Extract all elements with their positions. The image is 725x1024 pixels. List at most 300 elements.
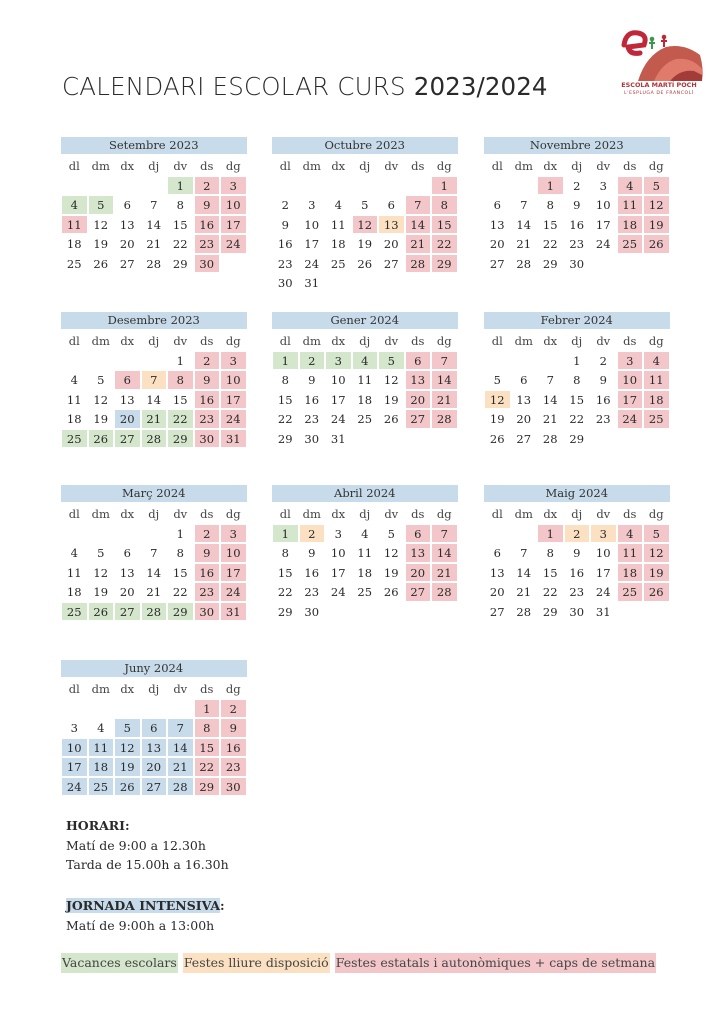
day-cell: 18: [643, 390, 670, 410]
day-cell: 26: [484, 429, 511, 449]
day-cell: 10: [220, 543, 247, 563]
day-cell: 19: [352, 234, 379, 254]
day-cell: 4: [352, 351, 379, 371]
weekday-label: dm: [511, 156, 538, 176]
day-cell: 4: [617, 524, 644, 544]
weekday-label: dj: [141, 331, 168, 351]
month-header: Octubre 2023: [272, 137, 458, 154]
month-setembre-2023: [61, 137, 247, 273]
horari-line-1: Matí de 9:00 a 12.30h: [66, 838, 206, 853]
day-cell: 11: [61, 563, 88, 583]
day-cell: 28: [511, 254, 538, 274]
month-grid: [61, 156, 247, 273]
weekday-label: dx: [114, 331, 141, 351]
day-cell: 8: [537, 195, 564, 215]
empty-cell: [61, 351, 88, 371]
day-cell: 22: [537, 234, 564, 254]
day-cell: 12: [643, 195, 670, 215]
day-cell: 25: [617, 582, 644, 602]
day-cell: 26: [352, 254, 379, 274]
day-cell: 24: [220, 234, 247, 254]
day-cell: 29: [194, 777, 221, 797]
day-cell: 28: [537, 429, 564, 449]
empty-cell: [61, 524, 88, 544]
month-header: Novembre 2023: [484, 137, 670, 154]
weekday-label: ds: [617, 504, 644, 524]
day-cell: 6: [484, 543, 511, 563]
day-cell: 18: [61, 582, 88, 602]
day-cell: 27: [114, 254, 141, 274]
empty-cell: [352, 176, 379, 196]
day-cell: 26: [114, 777, 141, 797]
weekday-label: dm: [88, 331, 115, 351]
day-cell: 1: [272, 351, 299, 371]
month-header: Abril 2024: [272, 485, 458, 502]
legend-vacances: Vacances escolars: [61, 953, 178, 973]
day-cell: 12: [114, 738, 141, 758]
day-cell: 28: [141, 254, 168, 274]
day-cell: 14: [511, 215, 538, 235]
legend-festes-estatals: Festes estatals i autonòmiques + caps de setmana: [335, 953, 656, 973]
legend: [61, 953, 656, 973]
day-cell: 27: [511, 429, 538, 449]
day-cell: 21: [167, 757, 194, 777]
day-cell: 17: [220, 563, 247, 583]
day-cell: 14: [537, 390, 564, 410]
day-cell: 25: [61, 602, 88, 622]
day-cell: 11: [88, 738, 115, 758]
day-cell: 16: [564, 563, 591, 583]
empty-cell: [511, 176, 538, 196]
day-cell: 13: [511, 390, 538, 410]
day-cell: 15: [167, 563, 194, 583]
weekday-label: ds: [194, 331, 221, 351]
day-cell: 16: [194, 390, 221, 410]
day-cell: 9: [564, 543, 591, 563]
day-cell: 5: [378, 351, 405, 371]
day-cell: 20: [114, 409, 141, 429]
weekday-label: ds: [405, 331, 432, 351]
day-cell: 2: [194, 176, 221, 196]
empty-cell: [299, 176, 326, 196]
day-cell: 11: [617, 543, 644, 563]
day-cell: 30: [299, 602, 326, 622]
day-cell: 19: [88, 234, 115, 254]
day-cell: 18: [325, 234, 352, 254]
weekday-label: dv: [378, 331, 405, 351]
day-cell: 9: [272, 215, 299, 235]
weekday-label: dm: [511, 331, 538, 351]
day-cell: 22: [167, 409, 194, 429]
day-cell: 24: [61, 777, 88, 797]
day-cell: 24: [299, 254, 326, 274]
day-cell: 7: [167, 718, 194, 738]
month-gener-2024: [272, 312, 458, 448]
day-cell: 21: [141, 409, 168, 429]
day-cell: 1: [167, 524, 194, 544]
day-cell: 17: [325, 563, 352, 583]
empty-cell: [114, 176, 141, 196]
weekday-label: ds: [405, 156, 432, 176]
weekday-label: dg: [431, 156, 458, 176]
day-cell: 18: [352, 563, 379, 583]
intensiva-heading: JORNADA INTENSIVA: [66, 898, 221, 913]
day-cell: 20: [378, 234, 405, 254]
day-cell: 4: [643, 351, 670, 371]
day-cell: 8: [564, 370, 591, 390]
day-cell: 18: [61, 234, 88, 254]
day-cell: 23: [272, 254, 299, 274]
weekday-label: dx: [114, 156, 141, 176]
weekday-label: dx: [537, 504, 564, 524]
day-cell: 23: [194, 409, 221, 429]
day-cell: 3: [325, 351, 352, 371]
weekday-label: dm: [88, 156, 115, 176]
empty-cell: [141, 351, 168, 371]
day-cell: 21: [537, 409, 564, 429]
month-header: Maig 2024: [484, 485, 670, 502]
day-cell: 8: [194, 718, 221, 738]
day-cell: 24: [325, 582, 352, 602]
day-cell: 10: [220, 370, 247, 390]
day-cell: 3: [325, 524, 352, 544]
day-cell: 8: [167, 370, 194, 390]
empty-cell: [537, 351, 564, 371]
weekday-label: dj: [141, 679, 168, 699]
day-cell: 1: [167, 351, 194, 371]
day-cell: 11: [352, 543, 379, 563]
day-cell: 18: [617, 215, 644, 235]
day-cell: 9: [194, 195, 221, 215]
day-cell: 8: [272, 370, 299, 390]
day-cell: 20: [484, 234, 511, 254]
weekday-label: dm: [299, 331, 326, 351]
day-cell: 2: [272, 195, 299, 215]
day-cell: 10: [220, 195, 247, 215]
weekday-label: dj: [352, 504, 379, 524]
day-cell: 25: [61, 254, 88, 274]
day-cell: 20: [405, 563, 432, 583]
month-header: Març 2024: [61, 485, 247, 502]
day-cell: 18: [88, 757, 115, 777]
day-cell: 8: [537, 543, 564, 563]
day-cell: 17: [220, 390, 247, 410]
weekday-label: dv: [590, 156, 617, 176]
day-cell: 23: [299, 409, 326, 429]
day-cell: 21: [141, 582, 168, 602]
day-cell: 24: [617, 409, 644, 429]
day-cell: 21: [431, 390, 458, 410]
weekday-label: dm: [88, 504, 115, 524]
day-cell: 13: [405, 543, 432, 563]
day-cell: 25: [325, 254, 352, 274]
day-cell: 6: [114, 195, 141, 215]
weekday-label: dx: [114, 679, 141, 699]
day-cell: 16: [194, 215, 221, 235]
empty-cell: [88, 176, 115, 196]
day-cell: 22: [564, 409, 591, 429]
day-cell: 2: [299, 524, 326, 544]
day-cell: 14: [141, 390, 168, 410]
day-cell: 2: [299, 351, 326, 371]
day-cell: 5: [643, 524, 670, 544]
month-desembre-2023: [61, 312, 247, 448]
day-cell: 23: [564, 582, 591, 602]
day-cell: 26: [643, 234, 670, 254]
school-name: ESCOLA MARTÍ POCH: [621, 81, 697, 89]
day-cell: 15: [272, 563, 299, 583]
day-cell: 18: [61, 409, 88, 429]
day-cell: 27: [114, 429, 141, 449]
day-cell: 20: [114, 582, 141, 602]
day-cell: 21: [405, 234, 432, 254]
day-cell: 27: [484, 602, 511, 622]
weekday-label: dx: [537, 331, 564, 351]
day-cell: 15: [537, 215, 564, 235]
day-cell: 6: [405, 351, 432, 371]
day-cell: 21: [511, 234, 538, 254]
month-grid: [484, 504, 670, 621]
day-cell: 15: [272, 390, 299, 410]
weekday-label: dv: [167, 679, 194, 699]
day-cell: 1: [272, 524, 299, 544]
day-cell: 4: [325, 195, 352, 215]
day-cell: 21: [511, 582, 538, 602]
month-header: Gener 2024: [272, 312, 458, 329]
day-cell: 6: [141, 718, 168, 738]
weekday-label: dl: [272, 504, 299, 524]
weekday-label: dv: [378, 504, 405, 524]
day-cell: 10: [299, 215, 326, 235]
day-cell: 23: [564, 234, 591, 254]
empty-cell: [511, 351, 538, 371]
day-cell: 5: [88, 370, 115, 390]
weekday-label: dg: [220, 504, 247, 524]
day-cell: 4: [352, 524, 379, 544]
day-cell: 3: [220, 351, 247, 371]
day-cell: 29: [272, 429, 299, 449]
weekday-label: dl: [61, 331, 88, 351]
day-cell: 24: [590, 234, 617, 254]
month-header: Febrer 2024: [484, 312, 670, 329]
intensiva-line-1: Matí de 9:00h a 13:00h: [66, 918, 215, 933]
page-title: CALENDARI ESCOLAR CURS 2023/2024: [62, 72, 548, 101]
day-cell: 1: [537, 524, 564, 544]
day-cell: 25: [88, 777, 115, 797]
day-cell: 15: [564, 390, 591, 410]
day-cell: 31: [220, 429, 247, 449]
weekday-label: dl: [272, 331, 299, 351]
day-cell: 30: [272, 273, 299, 293]
day-cell: 30: [564, 254, 591, 274]
day-cell: 6: [405, 524, 432, 544]
day-cell: 16: [564, 215, 591, 235]
month-grid: [272, 504, 458, 621]
weekday-label: dj: [564, 156, 591, 176]
day-cell: 22: [167, 582, 194, 602]
day-cell: 10: [590, 543, 617, 563]
day-cell: 12: [88, 563, 115, 583]
day-cell: 19: [88, 582, 115, 602]
month-grid: [61, 331, 247, 448]
day-cell: 16: [194, 563, 221, 583]
day-cell: 26: [88, 602, 115, 622]
empty-cell: [378, 176, 405, 196]
day-cell: 28: [141, 429, 168, 449]
day-cell: 9: [590, 370, 617, 390]
weekday-label: dj: [141, 504, 168, 524]
day-cell: 4: [61, 195, 88, 215]
day-cell: 7: [431, 351, 458, 371]
day-cell: 31: [299, 273, 326, 293]
weekday-label: dx: [114, 504, 141, 524]
day-cell: 29: [272, 602, 299, 622]
day-cell: 5: [484, 370, 511, 390]
day-cell: 23: [194, 234, 221, 254]
day-cell: 9: [194, 543, 221, 563]
month-grid: [272, 331, 458, 448]
day-cell: 20: [405, 390, 432, 410]
day-cell: 25: [61, 429, 88, 449]
day-cell: 9: [299, 543, 326, 563]
day-cell: 24: [220, 582, 247, 602]
day-cell: 24: [220, 409, 247, 429]
weekday-label: dg: [220, 156, 247, 176]
weekday-label: dx: [325, 504, 352, 524]
day-cell: 16: [590, 390, 617, 410]
day-cell: 17: [325, 390, 352, 410]
day-cell: 17: [590, 563, 617, 583]
day-cell: 20: [114, 234, 141, 254]
day-cell: 28: [141, 602, 168, 622]
month-maig-2024: [484, 485, 670, 621]
day-cell: 3: [590, 524, 617, 544]
weekday-label: dv: [167, 156, 194, 176]
day-cell: 26: [88, 429, 115, 449]
month-grid: [484, 156, 670, 273]
day-cell: 5: [88, 195, 115, 215]
month-juny-2024: [61, 660, 247, 796]
day-cell: 27: [114, 602, 141, 622]
day-cell: 11: [325, 215, 352, 235]
weekday-label: dm: [88, 679, 115, 699]
day-cell: 3: [61, 718, 88, 738]
day-cell: 29: [537, 254, 564, 274]
empty-cell: [141, 176, 168, 196]
month-grid: [272, 156, 458, 293]
weekday-label: dl: [484, 504, 511, 524]
day-cell: 7: [141, 370, 168, 390]
day-cell: 3: [617, 351, 644, 371]
day-cell: 25: [617, 234, 644, 254]
day-cell: 16: [299, 390, 326, 410]
school-place: L'ESPLUGA DE FRANCOLÍ: [624, 91, 694, 96]
weekday-label: ds: [194, 504, 221, 524]
day-cell: 28: [511, 602, 538, 622]
empty-cell: [405, 176, 432, 196]
day-cell: 14: [167, 738, 194, 758]
empty-cell: [484, 351, 511, 371]
day-cell: 20: [484, 582, 511, 602]
empty-cell: [141, 699, 168, 719]
day-cell: 16: [272, 234, 299, 254]
day-cell: 16: [299, 563, 326, 583]
day-cell: 12: [378, 543, 405, 563]
day-cell: 7: [511, 195, 538, 215]
day-cell: 4: [88, 718, 115, 738]
weekday-label: dx: [537, 156, 564, 176]
day-cell: 27: [405, 582, 432, 602]
weekday-label: dl: [61, 504, 88, 524]
day-cell: 17: [61, 757, 88, 777]
day-cell: 27: [405, 409, 432, 429]
day-cell: 13: [484, 215, 511, 235]
day-cell: 2: [564, 176, 591, 196]
day-cell: 14: [405, 215, 432, 235]
day-cell: 12: [88, 390, 115, 410]
weekday-label: dj: [564, 504, 591, 524]
day-cell: 28: [431, 582, 458, 602]
day-cell: 24: [590, 582, 617, 602]
day-cell: 28: [167, 777, 194, 797]
day-cell: 27: [141, 777, 168, 797]
day-cell: 7: [141, 543, 168, 563]
day-cell: 5: [352, 195, 379, 215]
day-cell: 26: [643, 582, 670, 602]
day-cell: 13: [114, 390, 141, 410]
month-header: Setembre 2023: [61, 137, 247, 154]
intensiva-heading-row: JORNADA INTENSIVA:: [66, 898, 225, 913]
day-cell: 9: [564, 195, 591, 215]
day-cell: 11: [617, 195, 644, 215]
empty-cell: [114, 351, 141, 371]
day-cell: 7: [537, 370, 564, 390]
empty-cell: [272, 176, 299, 196]
empty-cell: [61, 176, 88, 196]
weekday-label: dv: [167, 331, 194, 351]
day-cell: 31: [220, 602, 247, 622]
day-cell: 3: [299, 195, 326, 215]
day-cell: 16: [220, 738, 247, 758]
day-cell: 8: [167, 195, 194, 215]
day-cell: 17: [220, 215, 247, 235]
day-cell: 22: [537, 582, 564, 602]
month-grid: [61, 679, 247, 796]
weekday-label: dg: [431, 331, 458, 351]
day-cell: 10: [325, 543, 352, 563]
day-cell: 17: [590, 215, 617, 235]
weekday-label: dj: [564, 331, 591, 351]
day-cell: 1: [431, 176, 458, 196]
empty-cell: [325, 176, 352, 196]
horari-heading: HORARI:: [66, 818, 130, 833]
day-cell: 22: [431, 234, 458, 254]
weekday-label: dm: [299, 156, 326, 176]
empty-cell: [61, 699, 88, 719]
day-cell: 29: [167, 429, 194, 449]
day-cell: 22: [167, 234, 194, 254]
weekday-label: ds: [617, 331, 644, 351]
weekday-label: dl: [61, 156, 88, 176]
weekday-label: dv: [167, 504, 194, 524]
day-cell: 12: [378, 370, 405, 390]
day-cell: 23: [590, 409, 617, 429]
day-cell: 8: [272, 543, 299, 563]
weekday-label: dv: [590, 331, 617, 351]
day-cell: 13: [484, 563, 511, 583]
day-cell: 15: [167, 390, 194, 410]
day-cell: 20: [141, 757, 168, 777]
